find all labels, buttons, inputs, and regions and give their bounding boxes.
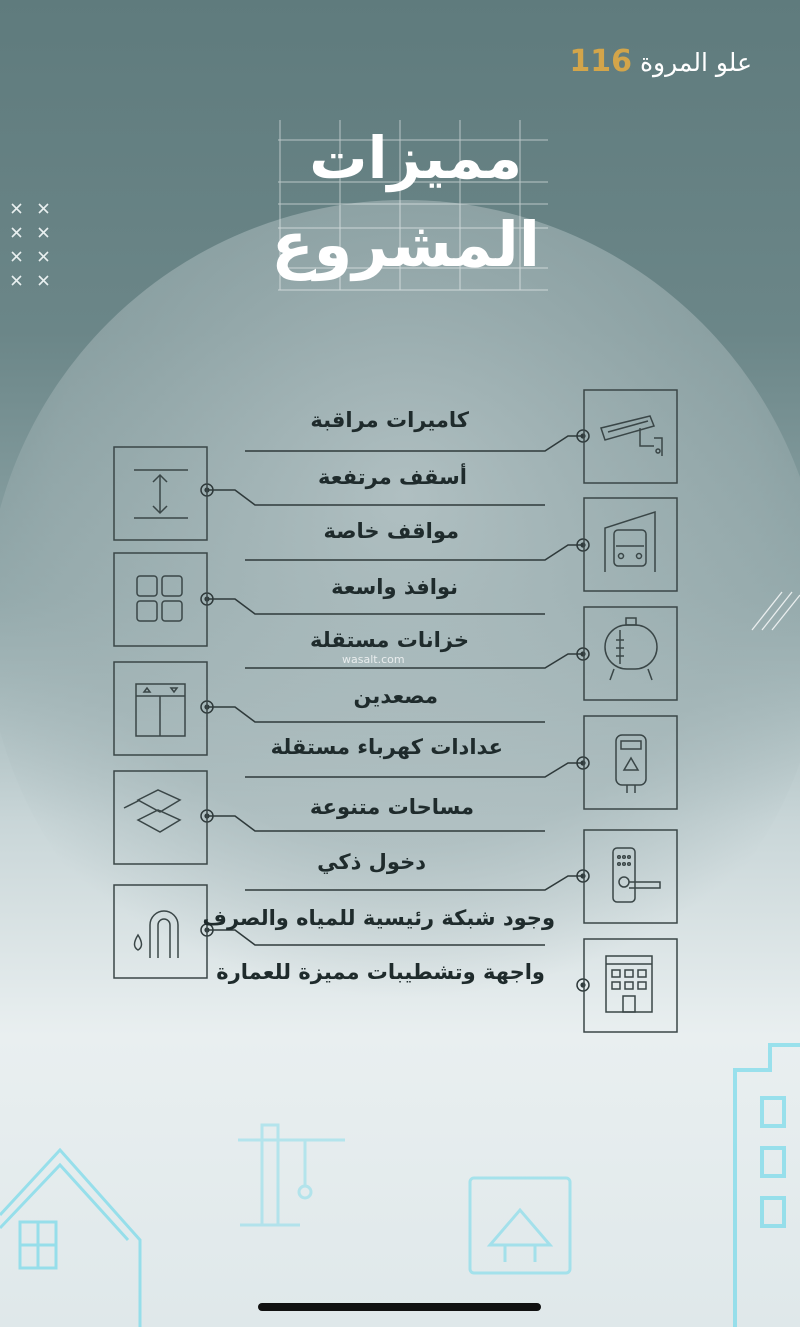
feature-wide-windows: نوافذ واسعة — [331, 575, 458, 599]
feature-two-elevators: مصعدين — [353, 684, 438, 708]
garage-icon — [584, 498, 677, 591]
feature-distinctive-facade: واجهة وتشطيبات مميزة للعمارة — [216, 960, 545, 984]
feature-separate-tanks: خزانات مستقلة — [310, 628, 469, 652]
feature-water-drainage-network: وجود شبكة رئيسية للمياه والصرف — [202, 906, 555, 930]
building-facade-icon — [584, 939, 677, 1032]
feature-smart-entry: دخول ذكي — [317, 850, 426, 874]
ceiling-height-icon — [114, 447, 207, 540]
watermark: wasalt.com — [342, 653, 405, 666]
elevator-icon — [114, 662, 207, 755]
electric-meter-icon — [584, 716, 677, 809]
title-line-1: مميزات — [309, 124, 522, 192]
brand-name: علو المروة — [639, 48, 752, 77]
window-icon — [114, 553, 207, 646]
brand-number: 116 — [569, 44, 632, 79]
feature-security-cameras: كاميرات مراقبة — [310, 408, 469, 432]
water-drainage-icon — [114, 885, 207, 978]
feature-varied-spaces: مساحات متنوعة — [309, 795, 474, 819]
connector-dot — [577, 979, 589, 991]
water-tank-icon — [584, 607, 677, 700]
feature-high-ceilings: أسقف مرتفعة — [318, 465, 467, 489]
title-line-2: المشروع — [271, 208, 540, 281]
smart-lock-icon — [584, 830, 677, 923]
feature-private-parking: مواقف خاصة — [323, 519, 459, 543]
home-indicator[interactable] — [258, 1303, 541, 1311]
feature-separate-electric-meters: عدادات كهرباء مستقلة — [270, 735, 503, 759]
spaces-icon — [114, 771, 207, 864]
security-camera-icon — [584, 390, 677, 483]
